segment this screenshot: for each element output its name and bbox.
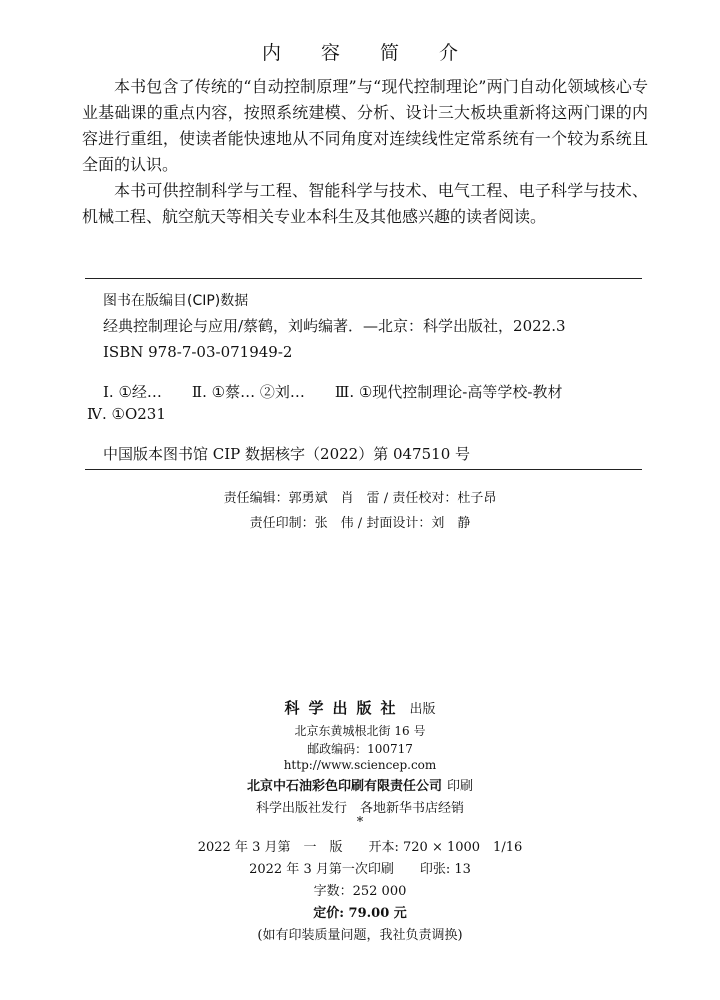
printer-line [0, 775, 720, 794]
credits-line-1: 责任编辑：郭勇斌 肖 雷 / 责任校对：杜子昂 [223, 491, 497, 506]
publisher-website: http://www.sciencep.com [283, 758, 437, 772]
edition-line: 2022 年 3 月第 一 版 开本: 720 × 1000 1/16 [197, 840, 523, 855]
cip-classification-2: Ⅳ. ①O231 [87, 405, 166, 423]
credits-line-2: 责任印制：张 伟 / 封面设计：刘 静 [249, 516, 471, 531]
cip-isbn: ISBN 978-7-03-071949-2 [103, 343, 293, 361]
intro-text [82, 74, 648, 230]
cip-classification-1: Ⅰ. ①经… Ⅱ. ①蔡… ②刘… Ⅲ. ①现代控制理论-高等学校-教材 [103, 383, 563, 401]
print-word: 印刷 [447, 779, 474, 794]
distribution-line: 科学出版社发行 各地新华书店经销 [255, 801, 464, 816]
cip-verify-number: 中国版本图书馆 CIP 数据核字（2022）第 047510 号 [103, 445, 471, 463]
separator-star: * [356, 815, 364, 830]
intro-title: 内 容 简 介 [261, 42, 476, 64]
cip-top-rule [85, 278, 642, 279]
intro-paragraph-2: 本书可供控制科学与工程、智能科学与技术、电气工程、电子科学与技术、机械工程、航空航天等相关专业本科生及其他感兴趣的读者阅读。 [82, 181, 648, 226]
publisher-name: 科学出版社 [284, 699, 405, 717]
quality-notice: (如有印装质量问题，我社负责调换) [257, 928, 463, 943]
publisher-address: 北京东黄城根北街 16 号 [294, 724, 426, 738]
intro-paragraph-1: 本书包含了传统的“自动控制原理”与“现代控制理论”两门自动化领域核心专业基础课的重点内容，按照系统建模、分析、设计三大板块重新将这两门课的内容进行重组，使读者能快速地从不同角度对连续线性定常系统有一个较为系统且全面的认识。 [82, 77, 648, 174]
publisher-line [0, 697, 720, 718]
publish-word: 出版 [409, 702, 436, 717]
word-count: 字数：252 000 [313, 884, 407, 899]
cip-heading: 图书在版编目(CIP)数据 [103, 293, 249, 309]
cip-bottom-rule [85, 469, 642, 470]
publisher-postcode: 邮政编码：100717 [307, 742, 413, 756]
printer-name: 北京中石油彩色印刷有限责任公司 [246, 779, 442, 794]
cip-title-line: 经典控制理论与应用/蔡鹤，刘屿编著．—北京：科学出版社，2022.3 [103, 317, 566, 335]
printing-line: 2022 年 3 月第一次印刷 印张: 13 [249, 862, 471, 877]
price: 定价: 79.00 元 [313, 906, 407, 921]
